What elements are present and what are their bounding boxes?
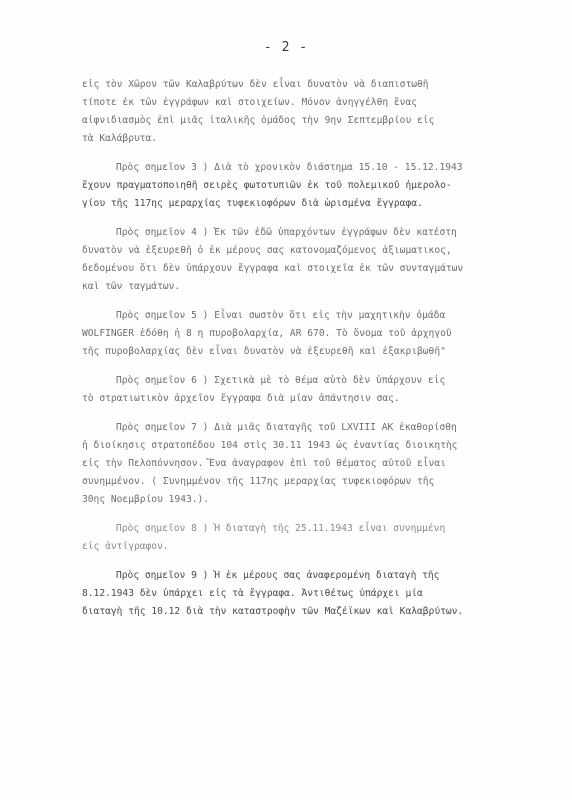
text-line: συνημμένον. ( Συνημμένον τῆς 117ης μεραρχίας τυφεκιοφόρων τῆς bbox=[82, 476, 435, 487]
text-line: Πρὸς σημεῖον 3 ) Διὰ τὸ χρονικὸν διάστημα 15.10 - 15.12.1943 bbox=[116, 162, 463, 173]
document-body bbox=[82, 76, 542, 632]
text-line: δεδομένου ὅτι δὲν ὑπάρχουν ἔγγραφα καὶ στοιχεῖα ἐκ τῶν συνταγμάτων bbox=[82, 263, 464, 274]
paragraph-point-7 bbox=[82, 419, 542, 509]
text-line: εἰς ἀντίγραφον. bbox=[82, 541, 169, 552]
text-line: Πρὸς σημεῖον 8 ) Ἡ διαταγὴ τῆς 25.11.1943 εἶναι συνημμένη bbox=[116, 523, 446, 534]
text-line: αἰφνιδιασμὸς ἐπὶ μιᾶς ἰταλικῆς ὁμάδος τὴν 9ην Σεπτεμβρίου εἰς bbox=[82, 115, 435, 126]
page-number: - 2 - bbox=[263, 40, 309, 55]
text-line: τὸ στρατιωτικὸν ἀρχεῖον ἔγγραφα διὰ μίαν ἀπάντησιν σας. bbox=[82, 393, 400, 404]
text-line: εἰς τὴν Πελοπόννησον. Ἕνα ἀναγραφον ἐπὶ τοῦ θέματος αὐτοῦ εἶναι bbox=[82, 458, 446, 469]
text-line: γίου τῆς 117ης μεραρχίας τυφεκιοφόρων διὰ ὡρισμένα ἔγγραφα. bbox=[82, 198, 423, 209]
paragraph-continuation bbox=[82, 76, 542, 148]
text-line: ἔχουν πραγματοποιηθῆ σειρὲς φωτοτυπιῶν ἐκ τοῦ πολεμικοῦ ἡμερολο- bbox=[82, 180, 452, 191]
text-line: ἡ διοίκησις στρατοπέδου 104 στὶς 30.11 1943 ὡς ἐναντίας διοικητὴς bbox=[82, 440, 458, 451]
text-line: διαταγὴ τῆς 10.12 διὰ τὴν καταστροφὴν τῶν Μαζέϊκων καὶ Καλαβρύτων. bbox=[82, 606, 464, 617]
text-line: δυνατὸν νὰ ἐξευρεθῆ ὁ ἐκ μέρους σας κατονομαζόμενος ἀξιωματικος, bbox=[82, 245, 452, 256]
paragraph-point-4 bbox=[82, 224, 542, 296]
text-line: Πρὸς σημεῖον 6 ) Σχετικὰ μὲ τὸ θέμα αὐτὸ δὲν ὑπάρχουν εἰς bbox=[116, 375, 446, 386]
text-line: Πρὸς σημεῖον 9 ) Ἡ ἐκ μέρους σας ἀναφερομένη διαταγὴ τῆς bbox=[116, 570, 440, 581]
text-line: τίποτε ἐκ τῶν ἐγγράφων καὶ στοιχείων. Μόνον ἀνηγγέλθη ἕνας bbox=[82, 97, 418, 108]
text-line: 8.12.1943 δὲν ὑπάρχει εἰς τὰ ἔγγραφα. Ἀντιθέτως ὑπάρχει μία bbox=[82, 588, 423, 599]
text-line: WOLFINGER ἐδόθη ἡ 8 η πυροβολαρχία, AR 670. Τὸ ὄνομα τοῦ ἀρχηγοῦ bbox=[82, 328, 452, 339]
text-line: Πρὸς σημεῖον 7 ) Διὰ μιᾶς διαταγῆς τοῦ LXVIII AK ἐκαθορίσθη bbox=[116, 422, 457, 433]
paragraph-point-6 bbox=[82, 372, 542, 408]
paragraph-point-5 bbox=[82, 307, 542, 361]
paragraph-point-8 bbox=[82, 520, 542, 556]
text-line: Πρὸς σημεῖον 5 ) Εἶναι σωστὸν ὅτι εἰς τὴν μαχητικὴν ὁμάδα bbox=[116, 310, 446, 321]
text-line: Πρὸς σημεῖον 4 ) Ἐκ τῶν ἐδῶ ὑπαρχόντων ἐγγράφων δὲν κατέστη bbox=[116, 227, 457, 238]
text-line: τὰ Καλάβρυτα. bbox=[82, 133, 158, 144]
text-line: 30ης Νοεμβρίου 1943.). bbox=[82, 494, 210, 505]
paragraph-point-9 bbox=[82, 567, 542, 621]
text-line: καὶ τῶν ταγμάτων. bbox=[82, 281, 181, 292]
text-line: τῆς πυροβολαρχίας δὲν εἶναι δυνατὸν νὰ ἐξευρεθῆ καὶ ἐξακριβωθῆ" bbox=[82, 346, 446, 357]
text-line: εἰς τὸν Χῶρον τῶν Καλαβρύτων δὲν εἶναι δυνατὸν νὰ διαπιστωθῆ bbox=[82, 79, 429, 90]
paragraph-point-3 bbox=[82, 159, 542, 213]
